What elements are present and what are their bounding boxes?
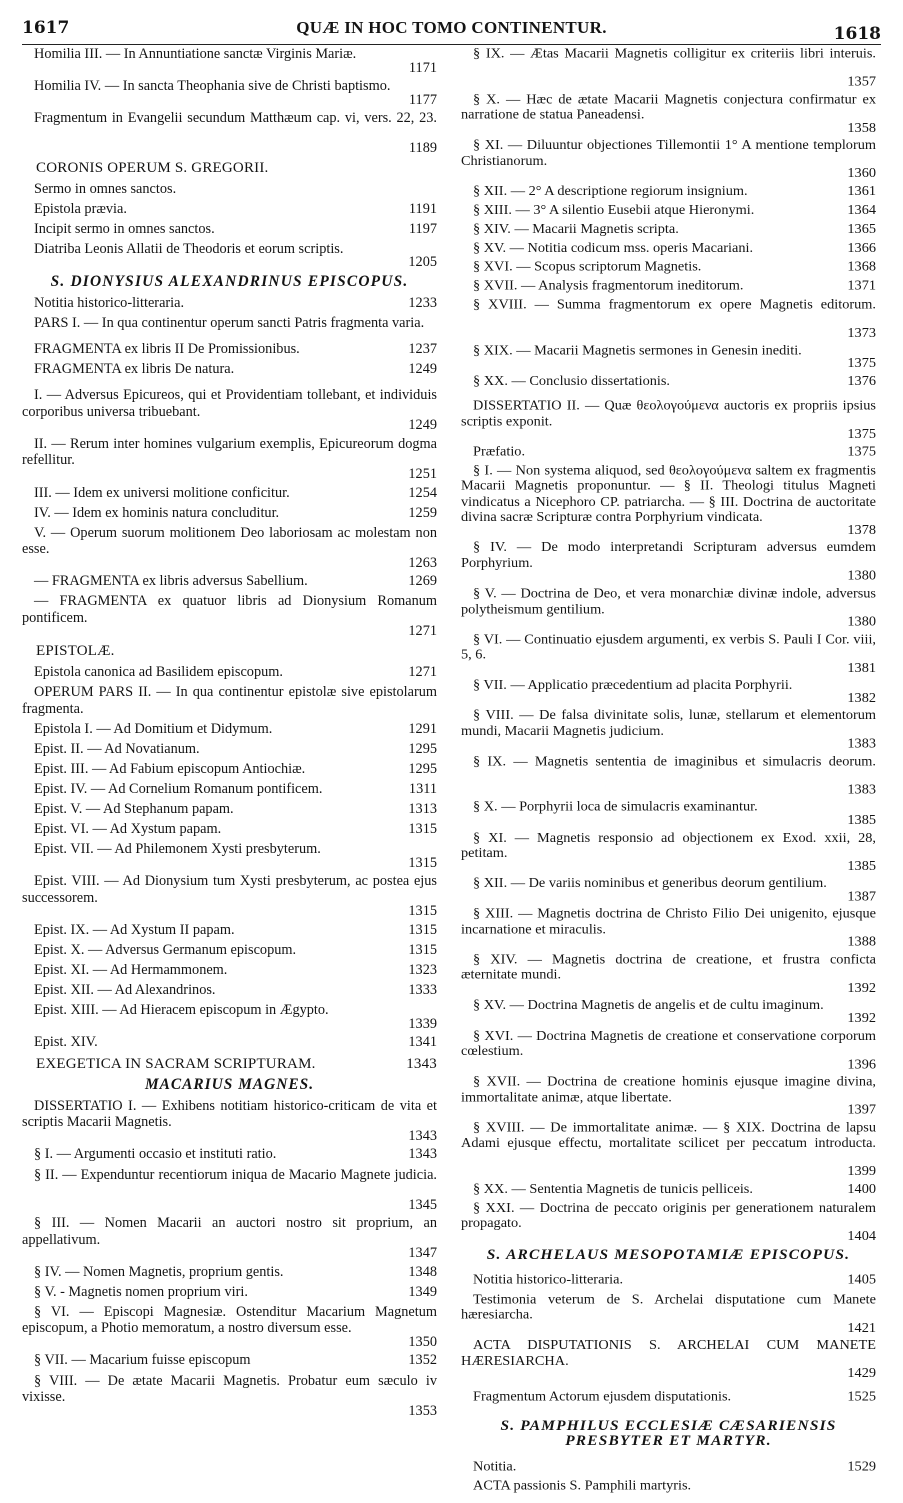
- toc-entry-page: 1382: [847, 690, 876, 706]
- page-number-left: 1617: [22, 18, 70, 38]
- toc-entry-page: 1249: [408, 417, 437, 434]
- toc-entry-page: 1375: [847, 444, 876, 460]
- toc-entry: [22, 873, 437, 918]
- toc-entry-page: 1383: [847, 736, 876, 752]
- toc-entry-title: § VIII. — De ætate Macarii Magnetis. Probatur eum sæculo iv vixisse.: [22, 1372, 437, 1406]
- toc-entry-page: 1387: [847, 888, 876, 904]
- toc-entry-page: 1364: [847, 202, 876, 218]
- toc-entry-page: 1271: [408, 623, 437, 640]
- toc-entry-page: 1357: [847, 74, 876, 90]
- toc-entry-page: 1396: [847, 1056, 876, 1072]
- toc-entry-page: 1343: [408, 1127, 437, 1144]
- toc-entry: [461, 92, 876, 134]
- toc-entry-title: PARS I. — In qua continentur operum sancti Patris fragmenta varia.: [34, 315, 425, 332]
- toc-entry-title: Epist. VIII. — Ad Dionysium tum Xysti presbyterum, ac postea ejus successorem.: [22, 873, 437, 906]
- toc-entry-title: § V. — Doctrina de Deo, et vera monarchiæ divinæ indole, adversus polytheismum gentilium.: [461, 585, 876, 617]
- page-number-right: 1618: [833, 24, 881, 44]
- toc-entry-page: 1171: [408, 59, 437, 76]
- section-heading-text: S. PAMPHILUS ECCLESIÆ CÆSARIENSIS PRESBYTER ET MARTYR.: [500, 1417, 837, 1450]
- section-heading-text: MACARIUS MAGNES.: [144, 1076, 315, 1094]
- toc-entry: [461, 632, 876, 674]
- section-heading-text: EPISTOLÆ.: [36, 643, 115, 660]
- toc-entry-title: § XIV. — Macarii Magnetis scripta.: [473, 221, 679, 237]
- toc-entry-title: Epistola I. — Ad Domitium et Didymum.: [34, 720, 273, 737]
- toc-entry: [461, 374, 876, 390]
- toc-entry-page: 1323: [408, 962, 437, 979]
- toc-entry-page: 1333: [408, 982, 437, 999]
- toc-entry: [461, 444, 876, 460]
- toc-entry: [22, 684, 437, 717]
- toc-entry-title: § XVII. — Analysis fragmentorum ineditorum.: [473, 278, 744, 294]
- toc-entry: [22, 1167, 437, 1212]
- toc-entry-page: 1529: [847, 1459, 876, 1475]
- toc-entry-page: 1347: [408, 1245, 437, 1262]
- toc-entry-title: Notitia historico-litteraria.: [34, 294, 185, 311]
- toc-entry-title: § XIV. — Magnetis doctrina de creatione, et frustra conficta æternitate mundi.: [461, 952, 876, 983]
- toc-entry-title: Epist. IX. — Ad Xystum II papam.: [34, 921, 235, 938]
- toc-entry-title: Epist. III. — Ad Fabium episcopum Antiochiæ.: [34, 760, 306, 777]
- toc-entry: [22, 982, 437, 999]
- toc-entry-title: Epist. X. — Adversus Germanum episcopum.: [34, 941, 297, 958]
- toc-entry: [22, 110, 437, 155]
- toc-entry: [22, 1304, 437, 1349]
- toc-entry-title: Epistola canonica ad Basilidem episcopum.: [34, 663, 283, 680]
- section-heading: [22, 1056, 437, 1073]
- toc-entry-page: 1237: [408, 341, 437, 358]
- toc-entry-title: § XI. — Diluuntur objectiones Tillemontii 1° A mentione templorum Christianorum.: [461, 137, 876, 169]
- toc-entry-title: Epist. VII. — Ad Philemonem Xysti presbyterum.: [34, 841, 321, 858]
- toc-entry: [461, 1120, 876, 1178]
- toc-entry-page: 1295: [408, 740, 437, 757]
- toc-entry: [461, 678, 876, 705]
- toc-entry: [461, 278, 876, 294]
- toc-entry-page: 1368: [847, 259, 876, 275]
- toc-entry: [461, 830, 876, 872]
- toc-entry: [461, 138, 876, 180]
- toc-entry-page: 1251: [408, 465, 437, 482]
- toc-entry: [22, 664, 437, 681]
- toc-entry-title: § VII. — Applicatio præcedentium ad placita Porphyrii.: [473, 677, 793, 693]
- toc-entry-title: DISSERTATIO I. — Exhibens notitiam historico-criticam de vita et scriptis Macarii Magnetis.: [22, 1097, 437, 1131]
- toc-entry-page: 1345: [408, 1196, 437, 1213]
- toc-entry: [461, 708, 876, 750]
- toc-entry-page: 1263: [408, 554, 437, 571]
- toc-entry: [461, 203, 876, 219]
- toc-entry-page: 1189: [408, 140, 437, 157]
- toc-entry: [22, 505, 437, 522]
- toc-entry-title: FRAGMENTA ex libris De natura.: [34, 361, 235, 378]
- section-heading-text: S. ARCHELAUS MESOPOTAMIÆ EPISCOPUS.: [486, 1246, 851, 1263]
- section-heading-text: CORONIS OPERUM S. GREGORII.: [36, 160, 269, 177]
- toc-entry: [22, 801, 437, 818]
- toc-entry-title: DISSERTATIO II. — Quæ θεολογούμενα auctoris ex propriis ipsius scriptis exponit.: [461, 398, 876, 429]
- toc-entry: [22, 201, 437, 218]
- running-header: [22, 16, 881, 45]
- section-heading-text: EXEGETICA IN SACRAM SCRIPTURAM.: [36, 1055, 316, 1072]
- toc-entry: [461, 1273, 876, 1289]
- toc-entry: [22, 1146, 437, 1163]
- toc-entry-page: 1197: [408, 220, 437, 237]
- toc-entry: [22, 721, 437, 738]
- toc-entry-title: IV. — Idem ex hominis natura concluditur.: [34, 504, 280, 521]
- toc-entry-title: § XV. — Notitia codicum mss. operis Macariani.: [473, 240, 754, 256]
- toc-entry: [22, 525, 437, 570]
- toc-entry-title: Epist. II. — Ad Novatianum.: [34, 740, 200, 757]
- toc-entry: [22, 821, 437, 838]
- toc-entry-page: 1177: [408, 91, 437, 108]
- section-heading: [22, 160, 437, 177]
- toc-entry: [461, 998, 876, 1025]
- toc-entry-title: Notitia historico-litteraria.: [473, 1272, 624, 1288]
- toc-entry-title: § X. — Hæc de ætate Macarii Magnetis conjectura confirmatur ex narratione de statua Paneadensi.: [461, 91, 876, 123]
- toc-entry: [22, 387, 437, 432]
- toc-entry-page: 1313: [408, 800, 437, 817]
- toc-entry-title: § VII. — Macarium fuisse episcopum: [34, 1352, 251, 1369]
- toc-entry-title: § XIII. — Magnetis doctrina de Christo Filio Dei unigenito, ejusque incarnatione et miraculis.: [461, 906, 876, 937]
- spacer: [461, 1408, 876, 1414]
- toc-entry-title: § XV. — Doctrina Magnetis de angelis et de cultu imaginum.: [473, 998, 824, 1014]
- toc-entry: [22, 1215, 437, 1260]
- toc-entry: [461, 260, 876, 276]
- toc-entry-page: 1380: [847, 614, 876, 630]
- toc-entry-title: § I. — Argumenti occasio et instituti ratio.: [34, 1146, 277, 1163]
- toc-entry-page: 1360: [847, 166, 876, 182]
- toc-entry: [461, 184, 876, 200]
- toc-entry-page: 1291: [408, 720, 437, 737]
- toc-entry-title: FRAGMENTA ex libris II De Promissionibus.: [34, 341, 300, 358]
- toc-entry: [22, 962, 437, 979]
- toc-entry-title: Homilia III. — In Annuntiatione sanctæ Virginis Mariæ.: [34, 46, 357, 62]
- toc-entry-title: § XXI. — Doctrina de peccato originis per generationem naturalem propagato.: [461, 1200, 876, 1232]
- toc-entry: [461, 463, 876, 537]
- toc-entry: [22, 181, 437, 198]
- toc-entry: [461, 586, 876, 628]
- toc-entry: [22, 841, 437, 870]
- section-page-number: 1343: [406, 1055, 437, 1072]
- toc-entry: [22, 485, 437, 502]
- toc-entry-title: § III. — Nomen Macarii an auctori nostro sit proprium, an appellativum.: [22, 1215, 437, 1248]
- toc-entry-page: 1381: [847, 660, 876, 676]
- toc-entry-title: § XI. — Magnetis responsio ad objectionem ex Exod. xxii, 28, petitam.: [461, 830, 876, 861]
- toc-entry-page: 1311: [408, 780, 437, 797]
- toc-entry-page: 1271: [408, 663, 437, 680]
- toc-entry: [461, 540, 876, 582]
- toc-entry: [22, 341, 437, 358]
- toc-entry-page: 1348: [408, 1263, 437, 1280]
- toc-entry-title: ACTA DISPUTATIONIS S. ARCHELAI CUM MANETE HÆRESIARCHA.: [461, 1337, 876, 1369]
- toc-entry-page: 1350: [408, 1333, 437, 1350]
- toc-entry: [461, 876, 876, 903]
- toc-entry-title: § V. - Magnetis nomen proprium viri.: [34, 1283, 248, 1300]
- toc-entry-page: 1383: [847, 782, 876, 798]
- toc-entry-page: 1429: [847, 1365, 876, 1381]
- toc-entry-title: ACTA passionis S. Pamphili martyris.: [473, 1478, 692, 1494]
- toc-entry-title: § IX. — Magnetis sententia de imaginibus et simulacris deorum.: [473, 753, 876, 770]
- toc-entry-title: Incipit sermo in omnes sanctos.: [34, 220, 215, 237]
- toc-entry-title: Homilia IV. — In sancta Theophania sive de Christi baptismo.: [34, 78, 391, 95]
- toc-entry-title: § VI. — Episcopi Magnesiæ. Ostenditur Macarium Magnetum episcopum, a Photio memoratum, a nostro diversum esse.: [22, 1303, 437, 1337]
- toc-entry-title: Epist. V. — Ad Stephanum papam.: [34, 800, 234, 817]
- toc-entry-page: 1254: [408, 484, 437, 501]
- toc-entry-page: 1315: [408, 903, 437, 920]
- toc-entry-title: Epist. XII. — Ad Alexandrinos.: [34, 982, 216, 999]
- toc-entry: [22, 241, 437, 270]
- toc-entry-page: 1358: [847, 120, 876, 136]
- toc-entry-title: § XVI. — Doctrina Magnetis de creatione et conservatione corporum cœlestium.: [461, 1028, 876, 1059]
- toc-entry-title: I. — Adversus Epicureos, qui et Providentiam tollebant, et individuis corporibus universa tribuebant.: [22, 387, 437, 420]
- toc-entry-page: 1341: [408, 1034, 437, 1051]
- toc-entry-page: 1399: [847, 1163, 876, 1180]
- toc-entry-title: § XIII. — 3° A silentio Eusebii atque Hieronymi.: [473, 202, 755, 218]
- section-heading-text: S. DIONYSIUS ALEXANDRINUS EPISCOPUS.: [50, 273, 409, 291]
- toc-entry-page: 1376: [847, 373, 876, 389]
- toc-entry: [22, 46, 437, 75]
- toc-entry-title: § II. — Expenduntur recentiorum iniqua de Macario Magnete judicia.: [34, 1166, 437, 1183]
- toc-entry-title: Fragmentum in Evangelii secundum Matthæum cap. vi, vers. 22, 23.: [34, 110, 437, 127]
- toc-entry-page: 1380: [847, 568, 876, 584]
- section-heading: [461, 1248, 876, 1264]
- toc-entry-title: § XVIII. — Summa fragmentorum ex opere Magnetis editorum.: [473, 297, 876, 313]
- toc-entry-title: § X. — Porphyrii loca de simulacris examinantur.: [473, 799, 758, 815]
- toc-entry-title: § VIII. — De falsa divinitate solis, lunæ, stellarum et elementorum mundi, Macarii Magnetis judicium.: [461, 708, 876, 739]
- toc-entry-title: — FRAGMENTA ex quatuor libris ad Dionysium Romanum pontificem.: [22, 593, 437, 626]
- toc-entry: [461, 1338, 876, 1380]
- toc-entry-page: 1392: [847, 1010, 876, 1026]
- toc-entry-page: 1421: [847, 1319, 876, 1336]
- toc-entry-page: 1259: [408, 504, 437, 521]
- toc-entry: [22, 1098, 437, 1143]
- toc-entry-title: III. — Idem ex universi molitione conficitur.: [34, 484, 290, 501]
- toc-entry: [461, 398, 876, 440]
- toc-entry: [461, 222, 876, 238]
- toc-entry: [461, 952, 876, 994]
- toc-entry: [22, 315, 437, 332]
- section-heading: [461, 1418, 876, 1449]
- toc-entry-page: 1365: [847, 221, 876, 237]
- toc-entry-title: § XVII. — Doctrina de creatione hominis ejusque imagine divina, immortalitate animæ, atque libertate.: [461, 1074, 876, 1105]
- toc-entry-title: § XX. — Sententia Magnetis de tunicis pelliceis.: [473, 1181, 753, 1197]
- toc-entry-page: 1343: [408, 1146, 437, 1163]
- toc-entry: [22, 922, 437, 939]
- toc-entry-page: 1191: [408, 200, 437, 217]
- toc-entry-page: 1295: [408, 760, 437, 777]
- toc-entry: [461, 343, 876, 370]
- toc-entry-title: Epist. XI. — Ad Hermammonem.: [34, 962, 228, 979]
- toc-entry: [22, 361, 437, 378]
- toc-entry-page: 1375: [847, 426, 876, 442]
- toc-entry-page: 1404: [847, 1228, 876, 1244]
- toc-entry: [461, 800, 876, 827]
- section-heading: [22, 643, 437, 660]
- toc-entry: [22, 741, 437, 758]
- toc-entry-title: § XVI. — Scopus scriptorum Magnetis.: [473, 259, 702, 275]
- left-column: [22, 46, 437, 1421]
- toc-entry: [461, 1292, 876, 1334]
- toc-entry: [22, 761, 437, 778]
- toc-entry-page: 1373: [847, 325, 876, 341]
- toc-entry-title: § I. — Non systema aliquod, sed θεολογούμενα saltem ex fragmentis Macarii Magnetis proponuntur. — § II. Theologi titulus Magneti vindicatus a Nicephoro CP. patriarcha. — § III. Doctrina de auctoritate divina sacræ Scripturæ contra Porphyrium vindicata.: [461, 463, 876, 525]
- toc-entry: [461, 46, 876, 88]
- running-title: QUÆ IN HOC TOMO CONTINENTUR.: [296, 18, 607, 37]
- toc-entry: [461, 1200, 876, 1242]
- toc-entry: [461, 754, 876, 796]
- toc-entry-page: 1366: [847, 240, 876, 256]
- toc-entry: [461, 1478, 876, 1494]
- toc-entry-title: § IV. — De modo interpretandi Scripturam adversus eumdem Porphyrium.: [461, 540, 876, 571]
- toc-entry: [22, 221, 437, 238]
- toc-entry-page: 1405: [847, 1272, 876, 1288]
- toc-entry-title: § XVIII. — De immortalitate animæ. — § XIX. Doctrina de lapsu Adami ejusque effectu, mortalitate scilicet per peccatum introducta.: [461, 1120, 876, 1151]
- toc-entry-title: — FRAGMENTA ex libris adversus Sabellium.: [34, 573, 308, 590]
- toc-entry-title: Notitia.: [473, 1459, 517, 1475]
- toc-entry: [22, 1373, 437, 1418]
- toc-entry-title: Diatriba Leonis Allatii de Theodoris et eorum scriptis.: [34, 240, 344, 257]
- toc-entry-title: Epist. VI. — Ad Xystum papam.: [34, 821, 222, 838]
- toc-entry-page: 1385: [847, 858, 876, 874]
- toc-entry-page: 1315: [408, 821, 437, 838]
- toc-entry: [22, 1264, 437, 1281]
- toc-entry: [22, 1002, 437, 1031]
- toc-entry: [22, 1352, 437, 1369]
- toc-entry-title: § XX. — Conclusio dissertationis.: [473, 373, 670, 389]
- toc-entry-page: 1269: [408, 573, 437, 590]
- toc-entry: [22, 436, 437, 481]
- toc-entry-page: 1375: [847, 356, 876, 372]
- toc-entry: [22, 295, 437, 312]
- toc-entry-title: § XII. — 2° A descriptione regiorum insignium.: [473, 183, 748, 199]
- toc-entry-title: § IX. — Ætas Macarii Magnetis colligitur ex criteriis libri interuis.: [473, 46, 876, 62]
- toc-entry-title: Testimonia veterum de S. Archelai disputatione cum Manete hæresiarcha.: [461, 1291, 876, 1323]
- toc-entry: [22, 1034, 437, 1051]
- toc-entry-page: 1352: [408, 1352, 437, 1369]
- toc-entry: [22, 781, 437, 798]
- toc-entry-title: Epist. XIII. — Ad Hieracem episcopum in Ægypto.: [34, 1002, 329, 1019]
- toc-entry-title: Epistola prævia.: [34, 200, 127, 217]
- toc-entry-page: 1249: [408, 361, 437, 378]
- toc-entry-title: Fragmentum Actorum ejusdem disputationis.: [473, 1389, 732, 1405]
- toc-entry-page: 1397: [847, 1102, 876, 1118]
- toc-entry-title: § XIX. — Macarii Magnetis sermones in Genesin inediti.: [473, 343, 802, 359]
- toc-entry-page: 1339: [408, 1015, 437, 1032]
- toc-entry-page: 1315: [408, 854, 437, 871]
- toc-entry-title: V. — Operum suorum molitionem Deo laboriosam ac molestam non esse.: [22, 524, 437, 558]
- toc-entry: [22, 78, 437, 107]
- toc-entry-page: 1353: [408, 1402, 437, 1419]
- toc-entry-page: 1400: [847, 1181, 876, 1197]
- toc-entry-title: § XII. — De variis nominibus et generibus deorum gentilium.: [473, 875, 827, 892]
- toc-entry-page: 1385: [847, 812, 876, 828]
- toc-entry-title: OPERUM PARS II. — In qua continentur epistolæ sive epistolarum fragmenta.: [22, 684, 437, 717]
- toc-entry-page: 1233: [408, 294, 437, 311]
- toc-entry-page: 1315: [408, 941, 437, 958]
- toc-entry-page: 1349: [408, 1283, 437, 1300]
- toc-entry: [461, 1459, 876, 1475]
- toc-entry: [461, 1182, 876, 1198]
- toc-entry-page: 1392: [847, 980, 876, 996]
- toc-entry: [22, 942, 437, 959]
- toc-entry: [461, 1389, 876, 1405]
- toc-entry: [461, 906, 876, 948]
- toc-entry-title: Præfatio.: [473, 444, 526, 460]
- toc-entry-title: II. — Rerum inter homines vulgarium exemplis, Epicureorum dogma refellitur.: [22, 435, 437, 469]
- toc-entry-page: 1315: [408, 921, 437, 938]
- toc-entry-title: Epist. XIV.: [34, 1034, 98, 1051]
- toc-entry-title: § VI. — Continuatio ejusdem argumenti, ex verbis S. Pauli I Cor. viii, 5, 6.: [461, 631, 876, 663]
- toc-entry-page: 1205: [408, 254, 437, 271]
- section-heading: [22, 274, 437, 291]
- right-column: [461, 46, 876, 1497]
- toc-entry: [22, 1284, 437, 1301]
- toc-entry-page: 1371: [847, 278, 876, 294]
- toc-entry-title: Epist. IV. — Ad Cornelium Romanum pontificem.: [34, 780, 323, 797]
- toc-entry: [461, 297, 876, 339]
- toc-entry-title: § IV. — Nomen Magnetis, proprium gentis.: [34, 1263, 284, 1280]
- toc-entry: [22, 593, 437, 638]
- toc-entry: [22, 573, 437, 590]
- toc-entry: [461, 241, 876, 257]
- toc-entry: [461, 1074, 876, 1116]
- toc-entry: [461, 1028, 876, 1070]
- section-heading: [22, 1077, 437, 1094]
- toc-entry-page: 1525: [847, 1389, 876, 1405]
- toc-entry-page: 1388: [847, 934, 876, 950]
- toc-entry-page: 1378: [847, 522, 876, 538]
- toc-entry-title: Sermo in omnes sanctos.: [34, 180, 177, 197]
- toc-entry-page: 1361: [847, 183, 876, 199]
